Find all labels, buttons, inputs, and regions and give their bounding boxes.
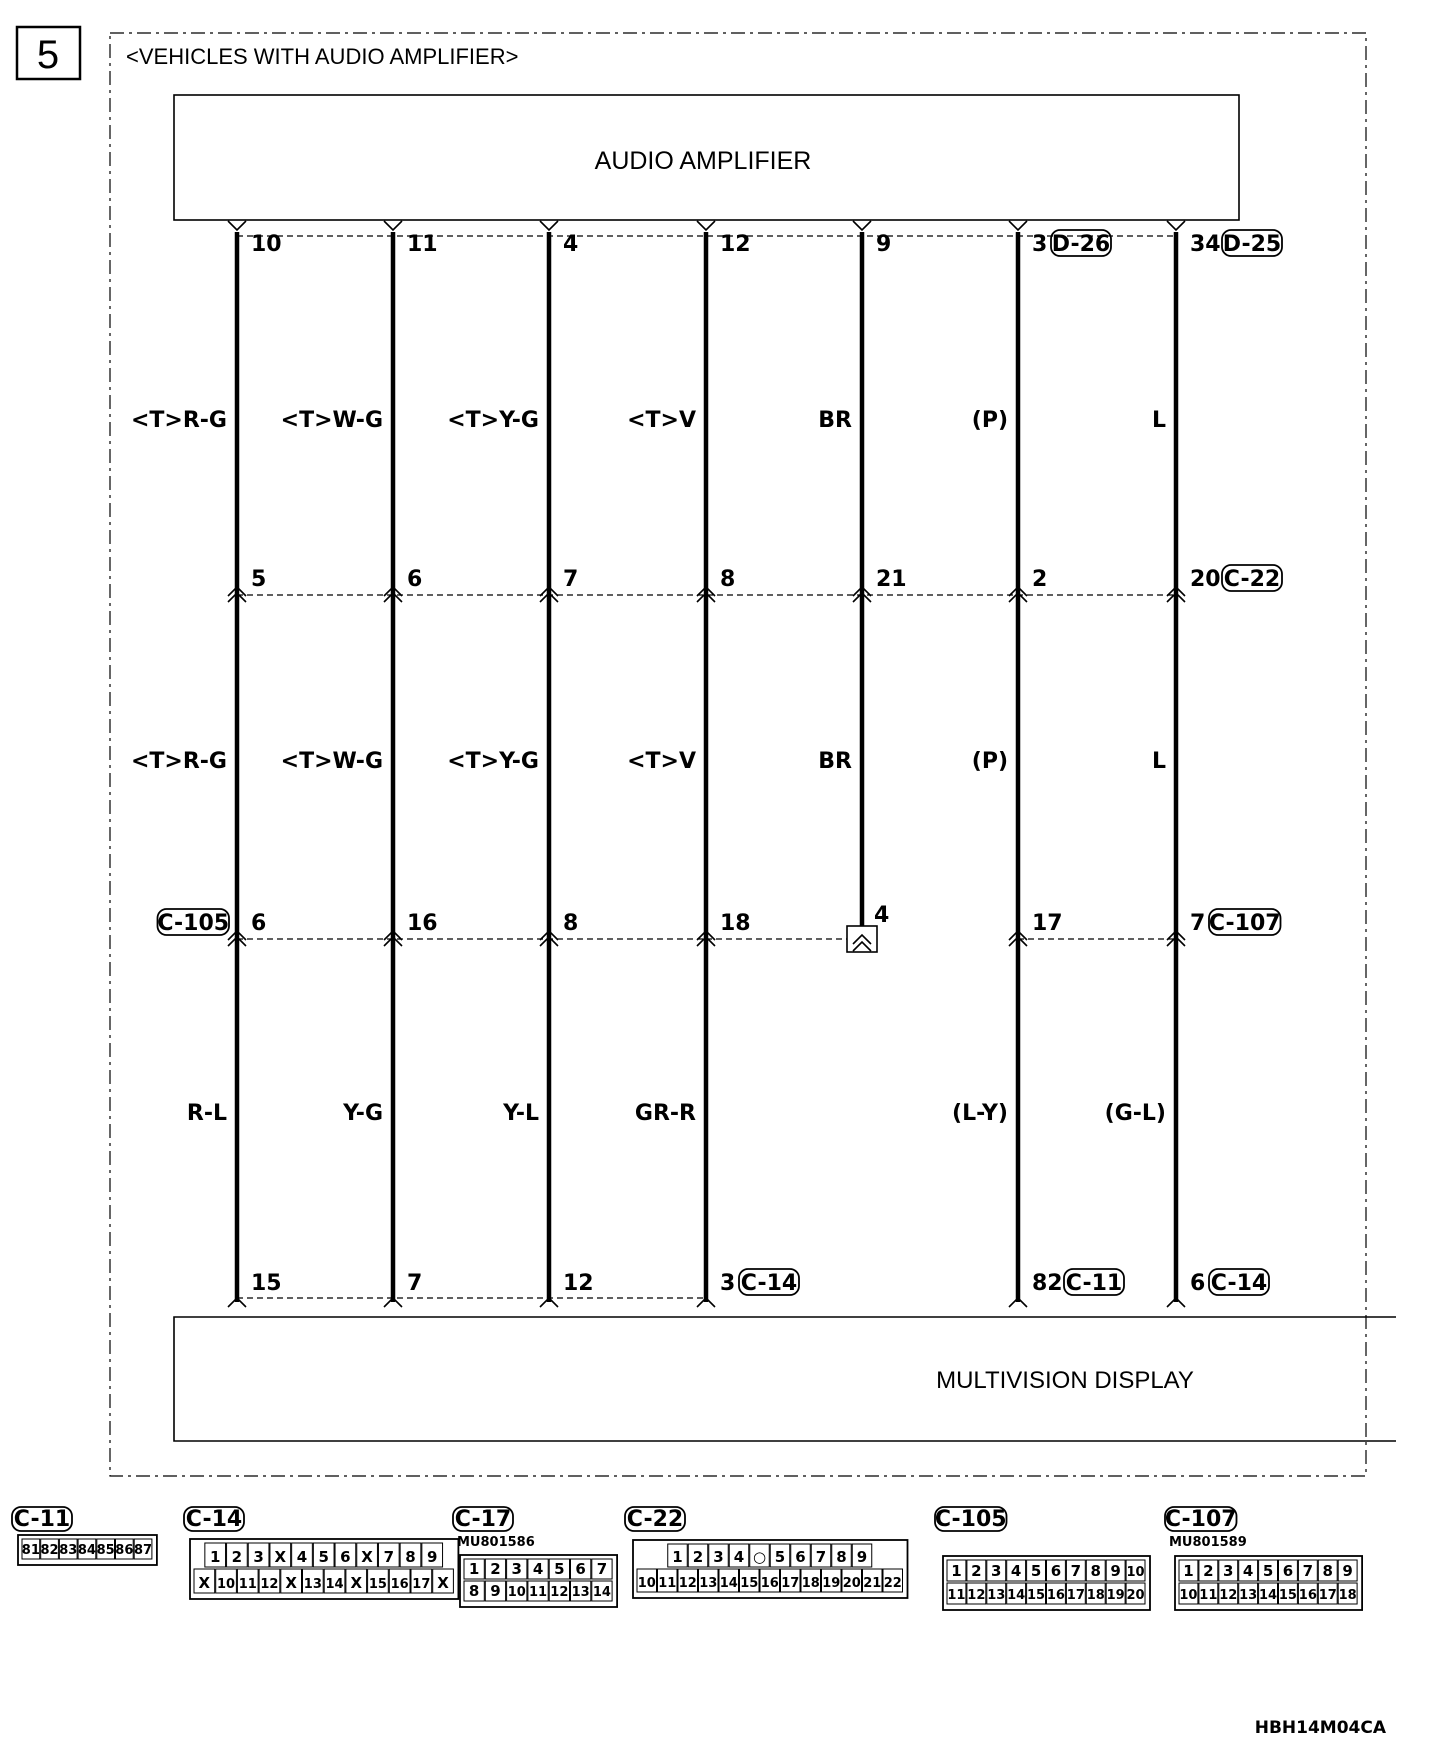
connector-pin: 17 xyxy=(412,1577,431,1592)
wire-4 xyxy=(627,221,799,1307)
connector-pin: 12 xyxy=(550,1585,569,1600)
pin-top: 10 xyxy=(251,232,282,257)
wire-color: <T>W-G xyxy=(280,408,383,433)
conn-tag-mid-text: C-22 xyxy=(1223,567,1281,592)
connector-pin: 85 xyxy=(96,1543,115,1558)
pin-bottom: 3 xyxy=(720,1271,736,1296)
pin-mid: 5 xyxy=(251,567,267,592)
connector-pin: 87 xyxy=(134,1543,153,1558)
joint-connector-box xyxy=(847,926,877,952)
connector-pin: 15 xyxy=(1027,1588,1046,1603)
connector-pin: 20 xyxy=(842,1576,861,1591)
wire-color: <T>R-G xyxy=(130,408,227,433)
connector-pin: 2 xyxy=(231,1548,243,1566)
connector-pin: 13 xyxy=(303,1577,322,1592)
connector-id-text: C-14 xyxy=(185,1507,243,1532)
connector-pin: 8 xyxy=(468,1582,480,1600)
connector-pin: 16 xyxy=(1298,1588,1317,1603)
connector-pin: 14 xyxy=(592,1585,611,1600)
connector-pin: 10 xyxy=(507,1585,526,1600)
connector-pin: 3 xyxy=(991,1562,1002,1580)
connector-pin: 4 xyxy=(296,1548,308,1566)
wire-color: BR xyxy=(818,408,852,433)
connector-pin: 7 xyxy=(815,1548,827,1566)
connector-pin: 82 xyxy=(40,1543,59,1558)
pin-top: 9 xyxy=(876,232,892,257)
connector-pin: 9 xyxy=(1342,1562,1353,1580)
connector-pin: 1 xyxy=(209,1548,221,1566)
conn-tag-bottom-text: C-11 xyxy=(1065,1271,1123,1296)
connector-pin: 9 xyxy=(856,1548,868,1566)
connector-pin: 14 xyxy=(1007,1588,1026,1603)
connector-id xyxy=(1165,1507,1237,1532)
wire-color: (L-Y) xyxy=(952,1101,1008,1126)
connector-pin: 3 xyxy=(1223,1562,1234,1580)
connector-pin: 11 xyxy=(1199,1588,1218,1603)
connector-pin: 7 xyxy=(1302,1562,1314,1580)
conn-tag-top-text: D-26 xyxy=(1051,232,1111,257)
wire-color: <T>V xyxy=(627,408,696,433)
connector-id-text: C-17 xyxy=(454,1507,512,1532)
multivision-display-box xyxy=(174,1317,1396,1441)
connector-pin: 10 xyxy=(217,1577,236,1592)
connector-pin: 4 xyxy=(733,1548,745,1566)
connector-pin: 14 xyxy=(719,1576,738,1591)
wire-color: <T>R-G xyxy=(130,749,227,774)
connector-pin: 5 xyxy=(554,1560,565,1578)
pin-bottom: 15 xyxy=(251,1271,282,1296)
connector-pin: 86 xyxy=(115,1543,134,1558)
connector-pin: 15 xyxy=(740,1576,759,1591)
wire-1 xyxy=(131,221,282,1307)
connector-pin: 6 xyxy=(1050,1562,1062,1580)
connector-id xyxy=(625,1507,685,1532)
connector-pin: 4 xyxy=(532,1560,544,1578)
connector-id-text: C-107 xyxy=(1164,1507,1237,1532)
wire-color: <T>V xyxy=(627,749,696,774)
connector-pin: 2 xyxy=(692,1548,704,1566)
connector-pin: X xyxy=(274,1548,287,1566)
connector-pin: 10 xyxy=(1126,1565,1145,1580)
connector-pin: 9 xyxy=(1110,1562,1121,1580)
pin-low: 16 xyxy=(407,911,438,936)
connector-pin: 15 xyxy=(368,1577,387,1592)
connector-pin: 19 xyxy=(822,1576,841,1591)
connector-pin: 84 xyxy=(77,1543,96,1558)
wire-2 xyxy=(281,221,438,1307)
connector-pin: 11 xyxy=(529,1585,548,1600)
connector-pin: 8 xyxy=(1322,1562,1333,1580)
connector-id xyxy=(935,1507,1007,1532)
connector-pin: 16 xyxy=(1046,1588,1065,1603)
wire-color: BR xyxy=(818,749,852,774)
connector-pin: 3 xyxy=(511,1560,522,1578)
connector-view-C-17 xyxy=(453,1507,617,1607)
connector-pin: ○ xyxy=(752,1548,767,1566)
connector-id xyxy=(453,1507,513,1532)
pin-top: 4 xyxy=(563,232,579,257)
connector-pin: X xyxy=(361,1548,373,1566)
connector-pin: 8 xyxy=(1090,1562,1101,1580)
connector-view-C-11 xyxy=(12,1507,157,1565)
connector-pin: 6 xyxy=(795,1548,806,1566)
connector-view-C-14 xyxy=(184,1507,458,1599)
connector-view-C-22 xyxy=(625,1507,908,1598)
conn-tag-low-right xyxy=(1209,909,1281,936)
connector-pin: 11 xyxy=(658,1576,677,1591)
connector-pin: 14 xyxy=(325,1577,344,1592)
conn-tag-low-left xyxy=(157,909,229,936)
wire-color: (G-L) xyxy=(1104,1101,1166,1126)
connector-pin: 7 xyxy=(1070,1562,1082,1580)
connector-id xyxy=(184,1507,244,1532)
connector-view-C-105 xyxy=(935,1507,1150,1610)
connector-pin: 16 xyxy=(760,1576,779,1591)
connector-id xyxy=(12,1507,72,1532)
pin-low: 6 xyxy=(251,911,267,936)
wire-color: <T>Y-G xyxy=(447,749,539,774)
pin-mid: 2 xyxy=(1032,567,1048,592)
wire-color: GR-R xyxy=(634,1101,696,1126)
connector-pin: X xyxy=(350,1574,363,1592)
connector-pin: 3 xyxy=(253,1548,264,1566)
connector-pin: 6 xyxy=(340,1548,351,1566)
connector-pin: 1 xyxy=(951,1562,962,1580)
conn-tag-bottom xyxy=(1064,1269,1124,1296)
wire-color: (P) xyxy=(971,749,1008,774)
wire-color: R-L xyxy=(186,1101,227,1126)
connector-pin: 5 xyxy=(774,1548,786,1566)
connector-pin: 8 xyxy=(405,1548,416,1566)
pin-bottom: 12 xyxy=(563,1271,594,1296)
pin-mid: 8 xyxy=(720,567,736,592)
connector-pin: X xyxy=(198,1574,211,1592)
connector-pin: 21 xyxy=(863,1576,882,1591)
pin-mid: 6 xyxy=(407,567,423,592)
wire-color: <T>W-G xyxy=(280,749,383,774)
pin-bottom: 6 xyxy=(1190,1271,1206,1296)
connector-pin: 15 xyxy=(1278,1588,1297,1603)
connector-pin: 14 xyxy=(1259,1588,1278,1603)
connector-pin: 17 xyxy=(1066,1588,1085,1603)
pin-top: 3 xyxy=(1032,232,1048,257)
wire-color: L xyxy=(1151,749,1166,774)
connector-pin: 10 xyxy=(1179,1588,1198,1603)
pin-mid: 21 xyxy=(876,567,907,592)
connector-pin: 18 xyxy=(1086,1588,1105,1603)
pin-low: 4 xyxy=(874,903,890,928)
connector-id-text: C-22 xyxy=(626,1507,684,1532)
pin-bottom: 7 xyxy=(407,1271,423,1296)
wire-color: Y-L xyxy=(503,1101,539,1126)
pin-mid: 20 xyxy=(1190,567,1221,592)
connector-pin: 5 xyxy=(1262,1562,1274,1580)
pin-top: 12 xyxy=(720,232,751,257)
connector-pin: 20 xyxy=(1126,1588,1145,1603)
connector-pin: 13 xyxy=(987,1588,1006,1603)
connector-pin: 7 xyxy=(383,1548,395,1566)
conn-tag-top xyxy=(1222,230,1282,257)
wire-3 xyxy=(447,221,593,1307)
connector-pin: 81 xyxy=(21,1543,40,1558)
connector-pin: 12 xyxy=(967,1588,986,1603)
connector-pin: 17 xyxy=(1318,1588,1337,1603)
connector-pin: 16 xyxy=(390,1577,409,1592)
conn-tag-bottom-text: C-14 xyxy=(1210,1271,1268,1296)
variant-label: <VEHICLES WITH AUDIO AMPLIFIER> xyxy=(126,44,519,69)
connector-pin: 13 xyxy=(699,1576,718,1591)
conn-tag-top-text: D-25 xyxy=(1222,232,1282,257)
wire-color: L xyxy=(1151,408,1166,433)
conn-tag-bottom-text: C-14 xyxy=(740,1271,798,1296)
connector-part-no: MU801589 xyxy=(1169,1535,1247,1550)
connector-pin: 19 xyxy=(1106,1588,1125,1603)
wire-6 xyxy=(952,221,1124,1307)
connector-pin: 8 xyxy=(836,1548,847,1566)
connector-view-C-107 xyxy=(1165,1507,1362,1610)
connector-pin: 18 xyxy=(1338,1588,1357,1603)
connector-pin: 2 xyxy=(490,1560,501,1578)
pin-low: 17 xyxy=(1032,911,1063,936)
pin-bottom: 82 xyxy=(1032,1271,1063,1296)
connector-pin: 12 xyxy=(678,1576,697,1591)
connector-pin: 10 xyxy=(637,1576,656,1591)
connector-pin: 5 xyxy=(1030,1562,1042,1580)
connector-pin: 3 xyxy=(713,1548,724,1566)
connector-part-no: MU801586 xyxy=(457,1535,535,1550)
audio-amplifier-label: AUDIO AMPLIFIER xyxy=(594,147,812,175)
connector-pin: 1 xyxy=(468,1560,480,1578)
connector-pin: X xyxy=(437,1574,449,1592)
pin-top: 11 xyxy=(407,232,438,257)
connector-id-text: C-11 xyxy=(13,1507,71,1532)
connector-pin: 1 xyxy=(672,1548,683,1566)
connector-pin: 9 xyxy=(426,1548,438,1566)
conn-tag-low-left-text: C-105 xyxy=(157,911,230,936)
conn-tag-top xyxy=(1051,230,1111,257)
connector-pin: 7 xyxy=(596,1560,608,1578)
wire-color: Y-G xyxy=(343,1101,383,1126)
figure-code: HBH14M04CA xyxy=(1254,1718,1386,1738)
page-number: 5 xyxy=(36,33,60,77)
connector-pin: 18 xyxy=(801,1576,820,1591)
connector-pin: 2 xyxy=(971,1562,982,1580)
connector-pin: 2 xyxy=(1203,1562,1214,1580)
connector-pin: 17 xyxy=(781,1576,800,1591)
connector-pin: 12 xyxy=(1219,1588,1238,1603)
wire-color: (P) xyxy=(971,408,1008,433)
connector-pin: 11 xyxy=(238,1577,257,1592)
connector-pin: 11 xyxy=(947,1588,966,1603)
conn-tag-low-right-text: C-107 xyxy=(1208,911,1281,936)
connector-pin: 13 xyxy=(571,1585,590,1600)
connector-pin: 22 xyxy=(883,1576,902,1591)
pin-low: 7 xyxy=(1190,911,1206,936)
pin-top: 34 xyxy=(1190,232,1221,257)
connector-id-text: C-105 xyxy=(934,1507,1007,1532)
conn-tag-mid xyxy=(1222,565,1282,592)
connector-pin: 9 xyxy=(490,1582,501,1600)
pin-low: 18 xyxy=(720,911,751,936)
conn-tag-bottom xyxy=(1209,1269,1269,1296)
pin-mid: 7 xyxy=(563,567,579,592)
connector-pin: 6 xyxy=(1282,1562,1294,1580)
wire-5 xyxy=(818,221,906,952)
connector-pin: 4 xyxy=(1010,1562,1022,1580)
wire-color: <T>Y-G xyxy=(447,408,539,433)
connector-pin: 13 xyxy=(1239,1588,1258,1603)
wire-7 xyxy=(1105,221,1282,1307)
conn-tag-bottom xyxy=(739,1269,799,1296)
connector-pin: X xyxy=(285,1574,297,1592)
connector-pin: 4 xyxy=(1242,1562,1254,1580)
pin-low: 8 xyxy=(563,911,579,936)
connector-pin: 1 xyxy=(1183,1562,1194,1580)
connector-pin: 83 xyxy=(59,1543,78,1558)
connector-pin: 5 xyxy=(318,1548,329,1566)
multivision-display-label: MULTIVISION DISPLAY xyxy=(936,1367,1194,1394)
connector-pin: 6 xyxy=(575,1560,586,1578)
connector-pin: 12 xyxy=(260,1577,279,1592)
